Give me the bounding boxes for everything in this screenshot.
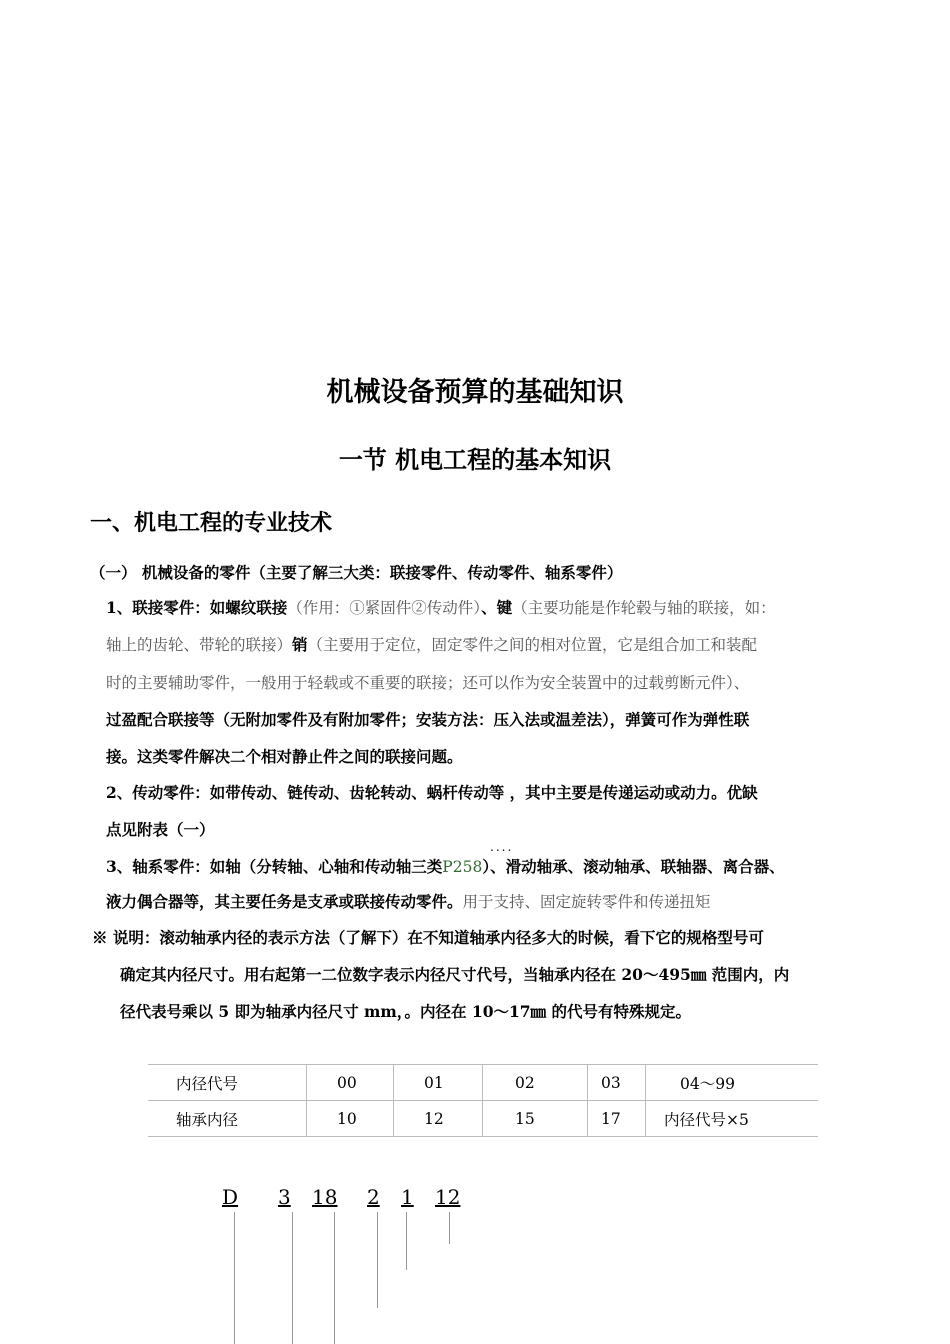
paragraph-3-line-1 bbox=[106, 855, 785, 877]
p3-l2a: 液力偶合器等，其主要任务是支承或联接传动零件。 bbox=[106, 892, 463, 911]
paragraph-1-line-4: 过盈配合联接等（无附加零件及有附加零件；安装方法：压入法或温差法），弹簧可作为弹性联 bbox=[106, 710, 750, 729]
table-cell: 内径代号 bbox=[148, 1065, 307, 1101]
p3-page-ref: P258 bbox=[442, 858, 483, 876]
table-cell: 02 bbox=[483, 1065, 588, 1101]
table-cell: 00 bbox=[307, 1065, 394, 1101]
leader-line bbox=[292, 1212, 293, 1344]
p1-l1c: 、键 bbox=[481, 598, 513, 617]
paragraph-1-line-1 bbox=[106, 596, 776, 618]
p3-l1c: ）、滑动轴承、滚动轴承、联轴器、离合器、 bbox=[482, 857, 785, 876]
leader-line bbox=[334, 1212, 335, 1344]
p1-l2c: （主要用于定位，固定零件之间的相对位置，它是组合加工和装配 bbox=[307, 636, 758, 654]
heading-1: 一、机电工程的专业技术 bbox=[90, 510, 333, 536]
note-line-1: ※ 说明：滚动轴承内径的表示方法（了解下）在不知道轴承内径多大的时候，看下它的规格型号可 bbox=[92, 928, 764, 947]
code-part-3: 3 bbox=[278, 1185, 291, 1209]
code-part-12: 12 bbox=[435, 1185, 461, 1209]
table-cell: 01 bbox=[394, 1065, 483, 1101]
section-title: 一节 机电工程的基本知识 bbox=[338, 445, 612, 474]
p1-l1a: 1、联接零件：如螺纹联接 bbox=[106, 598, 288, 617]
emphasis-dots: .... bbox=[490, 840, 514, 854]
page-title: 机械设备预算的基础知识 bbox=[326, 377, 624, 408]
subheading-1: （一） 机械设备的零件（主要了解三大类：联接零件、传动零件、轴系零件） bbox=[90, 563, 623, 582]
leader-line bbox=[449, 1212, 450, 1244]
table-row bbox=[148, 1101, 818, 1137]
table-cell: 04～99 bbox=[646, 1065, 819, 1101]
paragraph-2-line-2: 点见附表（一） bbox=[106, 820, 215, 839]
p1-l1b: （作用：①紧固件②传动件） bbox=[287, 599, 482, 617]
code-part-d: D bbox=[222, 1185, 239, 1209]
bearing-table bbox=[148, 1064, 818, 1137]
code-part-1: 1 bbox=[401, 1185, 414, 1209]
table-cell: 03 bbox=[588, 1065, 646, 1101]
table-cell: 15 bbox=[483, 1101, 588, 1137]
paragraph-1-line-3: 时的主要辅助零件，一般用于轻载或不重要的联接；还可以作为安全装置中的过载剪断元件）、 bbox=[106, 674, 750, 692]
paragraph-3-line-2 bbox=[106, 890, 711, 912]
leader-line bbox=[377, 1212, 378, 1308]
paragraph-2-line-1: 2、传动零件：如带传动、链传动、齿轮转动、蜗杆传动等 ，其中主要是传递运动或动力。优缺 bbox=[106, 783, 758, 802]
p1-l1d: （主要功能是作轮毂与轴的联接，如： bbox=[512, 599, 776, 617]
table-cell: 17 bbox=[588, 1101, 646, 1137]
p3-l2b: 用于支持、固定旋转零件和传递扭矩 bbox=[462, 893, 711, 911]
table-row bbox=[148, 1065, 818, 1101]
p1-l2a: 轴上的齿轮、带轮的联接） bbox=[106, 636, 293, 654]
table-cell: 轴承内径 bbox=[148, 1101, 307, 1137]
note-line-3: 径代表号乘以 5 即为轴承内径尺寸 mm，。内径在 10～17㎜ 的代号有特殊规定。 bbox=[120, 1002, 691, 1021]
code-part-2: 2 bbox=[367, 1185, 380, 1209]
p1-l2b: 销 bbox=[292, 635, 308, 654]
table-cell: 12 bbox=[394, 1101, 483, 1137]
paragraph-1-line-5: 接。这类零件解决二个相对静止件之间的联接问题。 bbox=[106, 747, 463, 766]
paragraph-1-line-2 bbox=[106, 633, 757, 655]
leader-line bbox=[234, 1212, 235, 1344]
table-cell: 内径代号×5 bbox=[646, 1101, 819, 1137]
p3-l1a: 3、轴系零件：如轴（分转轴、心轴和传动轴三类 bbox=[106, 857, 443, 876]
table-cell: 10 bbox=[307, 1101, 394, 1137]
note-line-2: 确定其内径尺寸。用右起第一二位数字表示内径尺寸代号，当轴承内径在 20～495㎜ 范围内，内 bbox=[120, 965, 790, 984]
code-part-18: 18 bbox=[312, 1185, 338, 1209]
leader-line bbox=[406, 1212, 407, 1270]
